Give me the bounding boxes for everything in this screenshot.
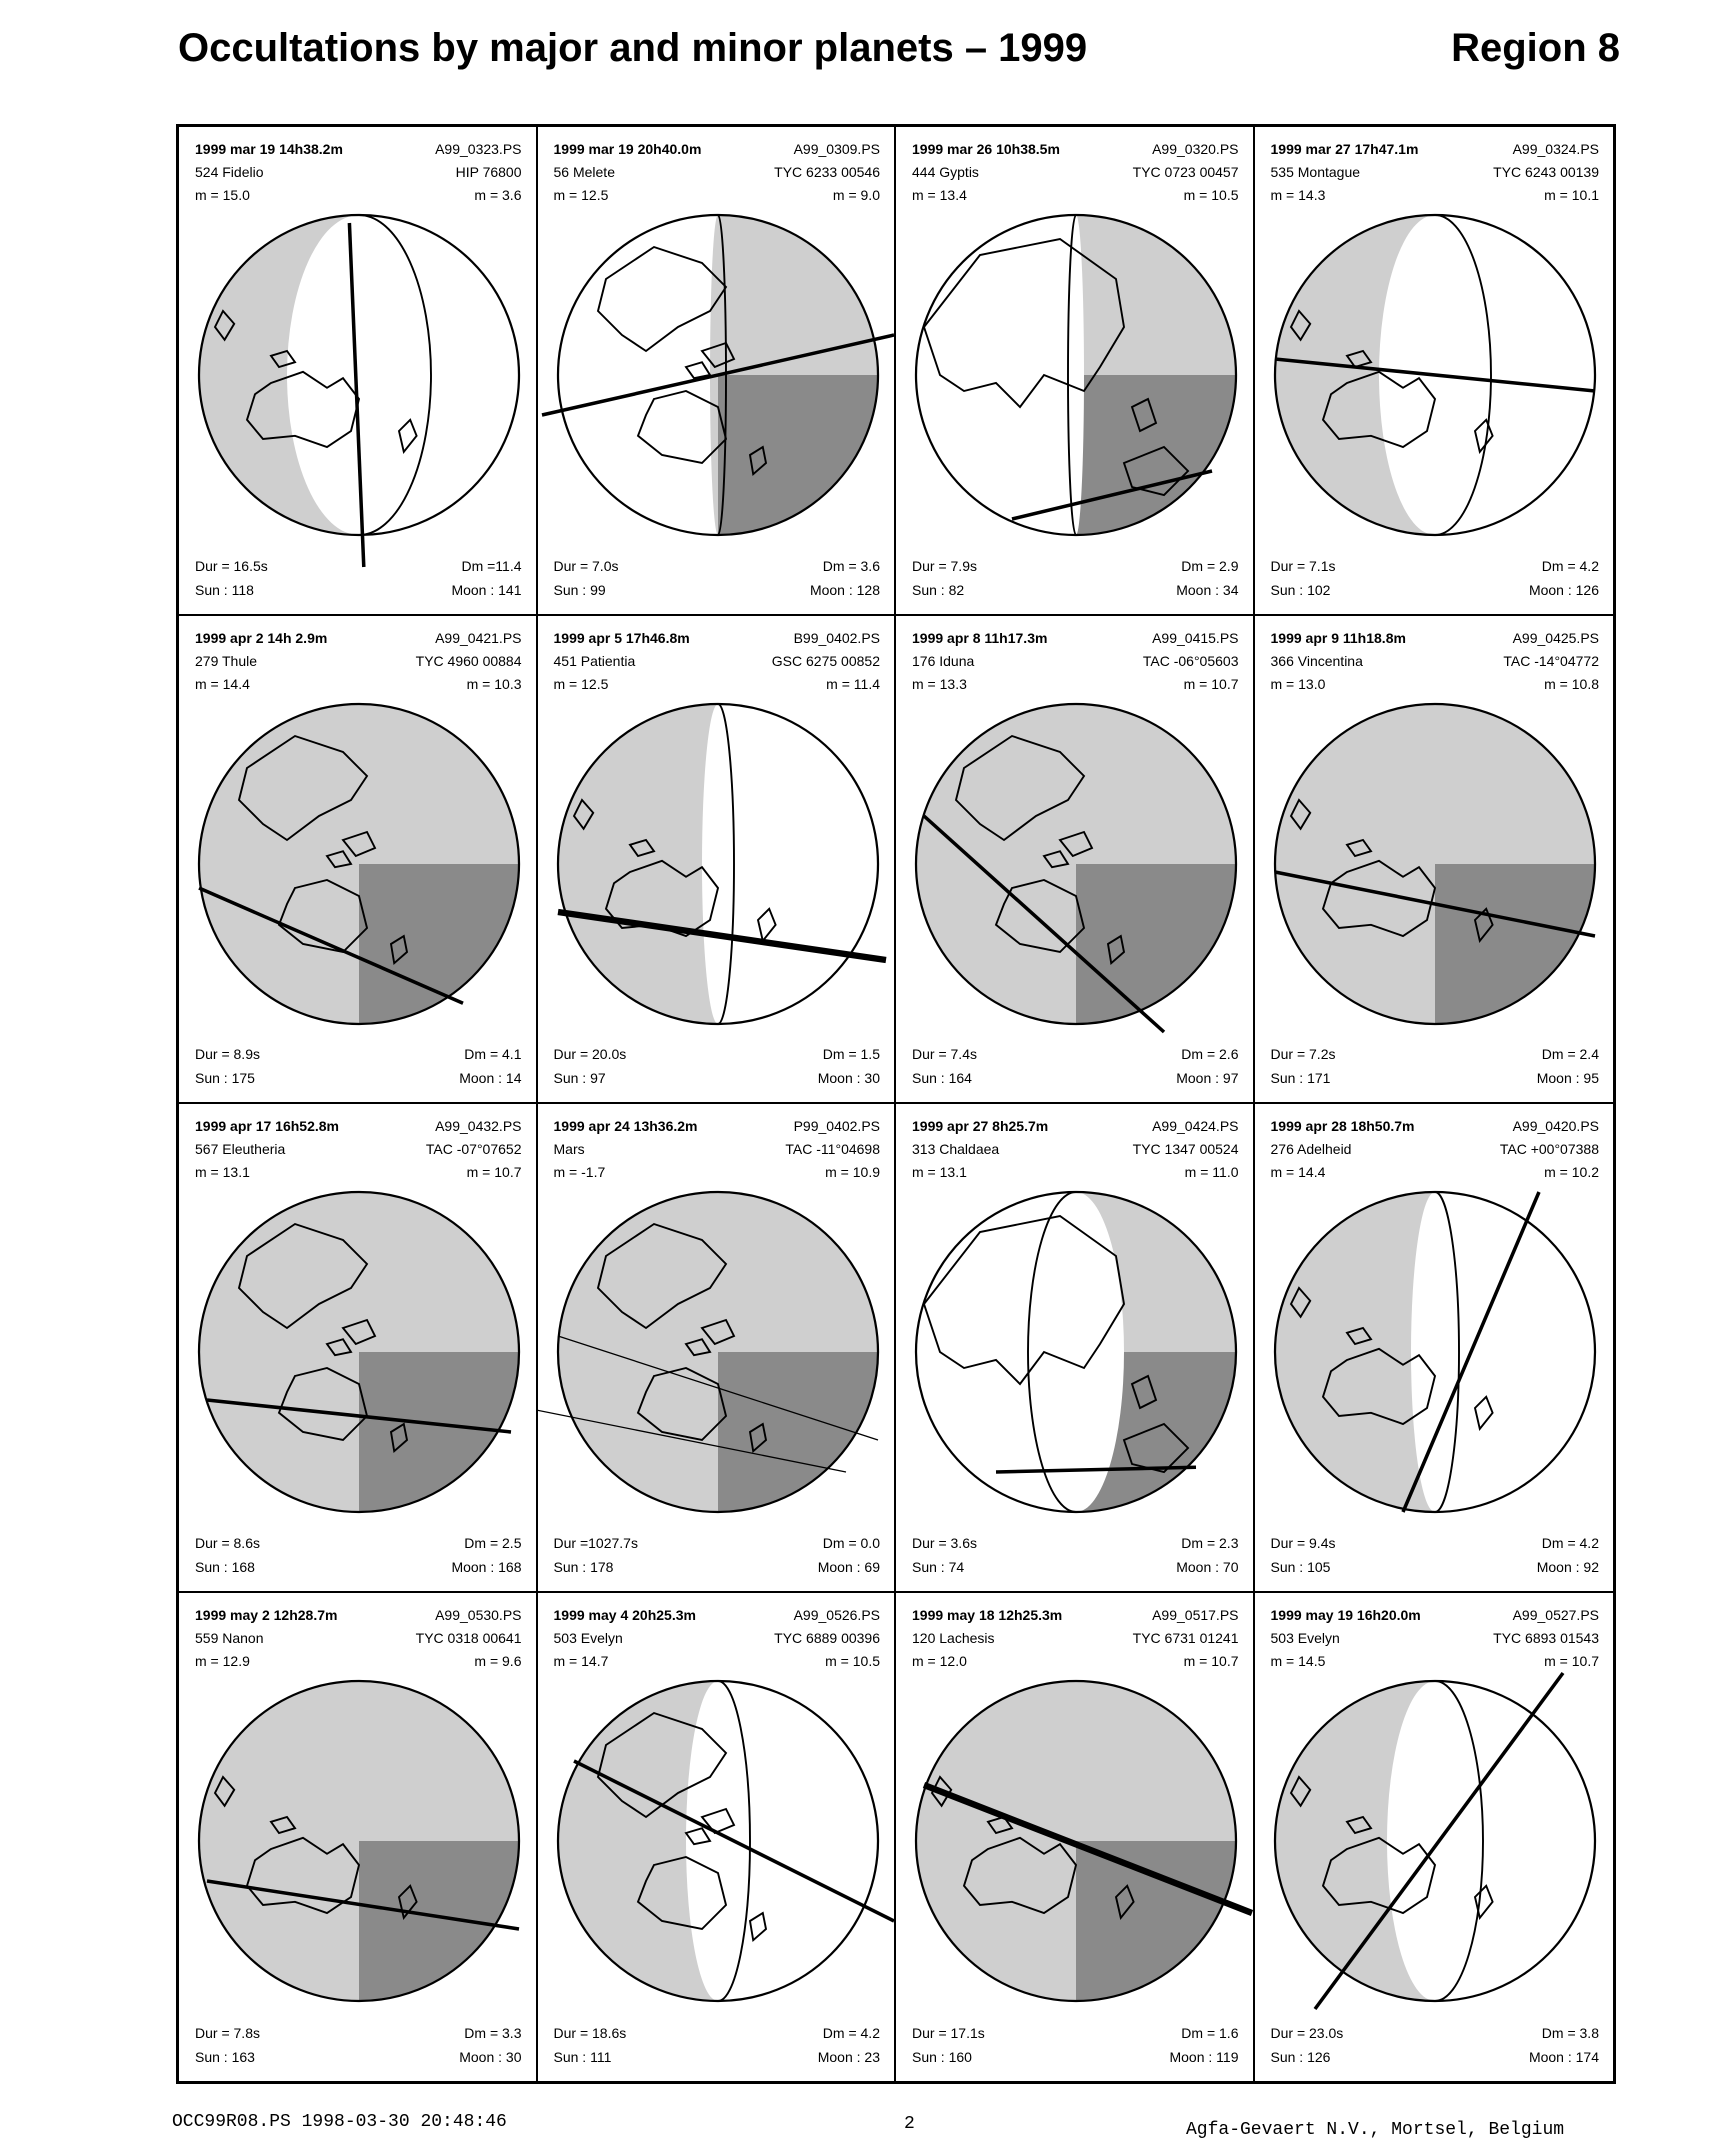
magnitude-drop: Dm = 2.5: [464, 1534, 522, 1551]
moon-elongation: Moon : 141: [451, 581, 522, 598]
globe-map: [1263, 692, 1607, 1036]
event-date-time: 1999 apr 2 14h 2.9m: [195, 629, 328, 646]
globe-map: [904, 1669, 1248, 2013]
duration: Dur = 8.9s: [195, 1046, 260, 1062]
occultation-panel: [1255, 1593, 1614, 2082]
star-id: TYC 0318 00641: [415, 1629, 522, 1646]
footer-company: Agfa-Gevaert N.V., Mortsel, Belgium: [1186, 2120, 1565, 2140]
file-name: A99_0424.PS: [1152, 1118, 1239, 1134]
sun-elongation: Sun : 160: [912, 2049, 972, 2065]
duration: Dur =1027.7s: [553, 1534, 638, 1551]
file-name: B99_0402.PS: [793, 629, 880, 646]
object-magnitude: m = 12.0: [912, 1652, 967, 1669]
duration: Dur = 20.0s: [553, 1046, 627, 1062]
occultation-panel: [538, 1104, 897, 1593]
file-name: A99_0527.PS: [1512, 1606, 1599, 1623]
asteroid-name: 313 Chaldaea: [912, 1141, 1000, 1157]
occultation-panel: [538, 127, 897, 616]
star-id: TYC 6243 00139: [1493, 164, 1599, 180]
object-magnitude: m = 12.9: [195, 1652, 250, 1669]
duration: Dur = 3.6s: [912, 1534, 977, 1551]
asteroid-name: 120 Lachesis: [912, 1629, 995, 1646]
star-magnitude: m = 10.9: [825, 1164, 880, 1180]
duration: Dur = 7.1s: [1270, 557, 1336, 574]
globe-map: [187, 1180, 531, 1524]
duration: Dur = 17.1s: [912, 2025, 985, 2041]
sun-elongation: Sun : 168: [195, 1558, 255, 1575]
file-name: P99_0402.PS: [793, 1118, 880, 1134]
star-magnitude: m = 10.1: [1544, 187, 1599, 203]
sun-elongation: Sun : 178: [553, 1558, 614, 1575]
moon-elongation: Moon : 30: [459, 2049, 522, 2065]
magnitude-drop: Dm = 2.6: [1181, 1046, 1239, 1062]
occultation-panel: [1255, 1104, 1614, 1593]
star-magnitude: m = 10.8: [1544, 675, 1599, 692]
duration: Dur = 9.4s: [1270, 1534, 1336, 1551]
asteroid-name: 503 Evelyn: [553, 1629, 623, 1646]
moon-elongation: Moon : 70: [1176, 1558, 1239, 1575]
star-id: TAC -07°07652: [425, 1141, 522, 1157]
event-date-time: 1999 apr 17 16h52.8m: [195, 1118, 339, 1134]
star-magnitude: m = 10.7: [1544, 1652, 1599, 1669]
asteroid-name: 176 Iduna: [912, 652, 975, 669]
moon-elongation: Moon : 174: [1528, 2049, 1599, 2065]
globe-map: [904, 692, 1248, 1036]
moon-elongation: Moon : 95: [1536, 1070, 1599, 1086]
event-date-time: 1999 apr 27 8h25.7m: [912, 1118, 1049, 1134]
file-name: A99_0323.PS: [435, 141, 522, 157]
object-magnitude: m = 13.1: [195, 1164, 250, 1180]
moon-elongation: Moon : 97: [1176, 1070, 1239, 1086]
star-id: TYC 6893 01543: [1493, 1629, 1599, 1646]
file-name: A99_0320.PS: [1152, 141, 1239, 157]
sun-elongation: Sun : 82: [912, 581, 965, 598]
moon-elongation: Moon : 119: [1169, 2049, 1239, 2065]
object-magnitude: m = 13.3: [912, 675, 967, 692]
magnitude-drop: Dm =11.4: [461, 557, 522, 574]
star-id: TAC -14°04772: [1503, 652, 1599, 669]
event-date-time: 1999 apr 28 18h50.7m: [1270, 1118, 1415, 1134]
file-name: A99_0526.PS: [793, 1606, 880, 1623]
asteroid-name: 451 Patientia: [553, 652, 636, 669]
globe-map: [1263, 1180, 1607, 1524]
object-magnitude: m = 14.5: [1270, 1652, 1326, 1669]
sun-elongation: Sun : 171: [1270, 1070, 1331, 1086]
occultation-panel: [896, 127, 1255, 616]
star-id: TAC +00°07388: [1499, 1141, 1599, 1157]
occultation-panel: [538, 616, 897, 1105]
moon-elongation: Moon : 14: [459, 1070, 522, 1086]
object-magnitude: m = 12.5: [553, 675, 609, 692]
globe-map: [1263, 203, 1607, 547]
magnitude-drop: Dm = 0.0: [822, 1534, 880, 1551]
magnitude-drop: Dm = 2.4: [1541, 1046, 1599, 1062]
star-id: TYC 6731 01241: [1132, 1629, 1239, 1646]
star-id: GSC 6275 00852: [771, 652, 880, 669]
event-date-time: 1999 mar 27 17h47.1m: [1270, 141, 1419, 157]
event-date-time: 1999 mar 19 20h40.0m: [553, 141, 702, 157]
sun-elongation: Sun : 175: [195, 1070, 255, 1086]
sun-elongation: Sun : 99: [553, 581, 606, 598]
file-name: A99_0324.PS: [1512, 141, 1599, 157]
star-magnitude: m = 10.2: [1544, 1164, 1599, 1180]
star-magnitude: m = 10.5: [1183, 187, 1239, 203]
footer-file-info: OCC99R08.PS 1998-03-30 20:48:46: [172, 2112, 507, 2132]
sun-elongation: Sun : 126: [1270, 2049, 1331, 2065]
sun-elongation: Sun : 163: [195, 2049, 255, 2065]
star-magnitude: m = 11.4: [826, 675, 880, 692]
magnitude-drop: Dm = 1.6: [1181, 2025, 1239, 2041]
magnitude-drop: Dm = 3.8: [1541, 2025, 1599, 2041]
object-magnitude: m = -1.7: [553, 1164, 606, 1180]
event-date-time: 1999 mar 19 14h38.2m: [195, 141, 343, 157]
magnitude-drop: Dm = 4.1: [464, 1046, 522, 1062]
page-title: Occultations by major and minor planets – 1999: [178, 26, 1088, 70]
asteroid-name: 366 Vincentina: [1270, 652, 1363, 669]
asteroid-name: 444 Gyptis: [912, 164, 979, 180]
event-date-time: 1999 apr 5 17h46.8m: [553, 629, 690, 646]
sun-elongation: Sun : 105: [1270, 1558, 1331, 1575]
file-name: A99_0309.PS: [793, 141, 880, 157]
duration: Dur = 7.0s: [553, 557, 619, 574]
asteroid-name: 559 Nanon: [195, 1629, 264, 1646]
asteroid-name: 524 Fidelio: [195, 164, 264, 180]
star-magnitude: m = 11.0: [1184, 1164, 1239, 1180]
star-magnitude: m = 10.7: [1183, 1652, 1239, 1669]
star-magnitude: m = 10.7: [466, 1164, 522, 1180]
object-magnitude: m = 14.4: [1270, 1164, 1326, 1180]
asteroid-name: 567 Eleutheria: [195, 1141, 286, 1157]
duration: Dur = 8.6s: [195, 1534, 260, 1551]
duration: Dur = 7.4s: [912, 1046, 977, 1062]
file-name: A99_0530.PS: [435, 1606, 522, 1623]
region-label: Region 8: [1451, 26, 1620, 70]
occultation-panel: [179, 616, 538, 1105]
star-id: TYC 4960 00884: [415, 652, 522, 669]
star-magnitude: m = 3.6: [474, 187, 522, 203]
occultation-panel: [1255, 616, 1614, 1105]
file-name: A99_0425.PS: [1512, 629, 1599, 646]
sun-elongation: Sun : 74: [912, 1558, 965, 1575]
moon-elongation: Moon : 168: [451, 1558, 522, 1575]
object-magnitude: m = 13.0: [1270, 675, 1326, 692]
object-magnitude: m = 13.1: [912, 1164, 967, 1180]
page-number: 2: [904, 2114, 915, 2134]
duration: Dur = 7.2s: [1270, 1046, 1336, 1062]
duration: Dur = 18.6s: [553, 2025, 627, 2041]
moon-elongation: Moon : 23: [817, 2049, 880, 2065]
globe-map: [546, 1669, 890, 2013]
globe-map: [546, 1180, 890, 1524]
file-name: A99_0420.PS: [1512, 1118, 1599, 1134]
moon-elongation: Moon : 30: [817, 1070, 880, 1086]
moon-elongation: Moon : 126: [1528, 581, 1599, 598]
magnitude-drop: Dm = 4.2: [1541, 557, 1599, 574]
moon-elongation: Moon : 34: [1176, 581, 1239, 598]
sun-elongation: Sun : 97: [553, 1070, 606, 1086]
object-magnitude: m = 14.7: [553, 1652, 609, 1669]
globe-map: [187, 1669, 531, 2013]
object-magnitude: m = 12.5: [553, 187, 609, 203]
moon-elongation: Moon : 92: [1536, 1558, 1599, 1575]
object-magnitude: m = 13.4: [912, 187, 967, 203]
moon-elongation: Moon : 69: [817, 1558, 880, 1575]
asteroid-name: 276 Adelheid: [1270, 1141, 1352, 1157]
asteroid-name: 56 Melete: [553, 164, 615, 180]
file-name: A99_0432.PS: [435, 1118, 522, 1134]
event-date-time: 1999 may 4 20h25.3m: [553, 1606, 696, 1623]
magnitude-drop: Dm = 3.3: [464, 2025, 522, 2041]
occultation-panel: [179, 127, 538, 616]
event-date-time: 1999 mar 26 10h38.5m: [912, 141, 1060, 157]
file-name: A99_0421.PS: [435, 629, 522, 646]
sun-elongation: Sun : 118: [195, 581, 254, 598]
sun-elongation: Sun : 164: [912, 1070, 972, 1086]
event-date-time: 1999 may 19 16h20.0m: [1270, 1606, 1421, 1623]
occultation-panel: [1255, 127, 1614, 616]
event-date-time: 1999 may 2 12h28.7m: [195, 1606, 338, 1623]
object-magnitude: m = 14.4: [195, 675, 250, 692]
star-id: TYC 0723 00457: [1132, 164, 1239, 180]
magnitude-drop: Dm = 4.2: [822, 2025, 880, 2041]
sun-elongation: Sun : 111: [553, 2049, 612, 2065]
duration: Dur = 23.0s: [1270, 2025, 1344, 2041]
occultation-grid: [176, 124, 1616, 2084]
magnitude-drop: Dm = 2.3: [1181, 1534, 1239, 1551]
asteroid-name: 535 Montague: [1270, 164, 1361, 180]
magnitude-drop: Dm = 3.6: [822, 557, 880, 574]
globe-map: [546, 203, 890, 547]
duration: Dur = 7.9s: [912, 557, 977, 574]
object-magnitude: m = 14.3: [1270, 187, 1326, 203]
star-magnitude: m = 10.7: [1183, 675, 1239, 692]
event-date-time: 1999 may 18 12h25.3m: [912, 1606, 1063, 1623]
globe-map: [187, 203, 531, 547]
duration: Dur = 7.8s: [195, 2025, 260, 2041]
asteroid-name: 279 Thule: [195, 652, 258, 669]
file-name: A99_0517.PS: [1152, 1606, 1239, 1623]
occultation-panel: [896, 616, 1255, 1105]
star-magnitude: m = 9.0: [832, 187, 880, 203]
occultation-panel: [896, 1104, 1255, 1593]
globe-map: [546, 692, 890, 1036]
occultation-panel: [179, 1104, 538, 1593]
star-id: HIP 76800: [455, 164, 522, 180]
star-id: TAC -11°04698: [785, 1141, 880, 1157]
occultation-panel: [179, 1593, 538, 2082]
star-id: TYC 1347 00524: [1132, 1141, 1239, 1157]
sun-elongation: Sun : 102: [1270, 581, 1331, 598]
duration: Dur = 16.5s: [195, 557, 268, 574]
magnitude-drop: Dm = 2.9: [1181, 557, 1239, 574]
event-date-time: 1999 apr 9 11h18.8m: [1270, 629, 1406, 646]
asteroid-name: 503 Evelyn: [1270, 1629, 1340, 1646]
globe-map: [904, 203, 1248, 547]
occultation-panel: [896, 1593, 1255, 2082]
star-magnitude: m = 9.6: [474, 1652, 522, 1669]
globe-map: [1263, 1669, 1607, 2013]
star-id: TYC 6889 00396: [774, 1629, 880, 1646]
star-magnitude: m = 10.3: [466, 675, 522, 692]
occultation-panel: [538, 1593, 897, 2082]
magnitude-drop: Dm = 4.2: [1541, 1534, 1599, 1551]
event-date-time: 1999 apr 24 13h36.2m: [553, 1118, 698, 1134]
moon-elongation: Moon : 128: [809, 581, 880, 598]
file-name: A99_0415.PS: [1152, 629, 1239, 646]
object-magnitude: m = 15.0: [195, 187, 250, 203]
magnitude-drop: Dm = 1.5: [822, 1046, 880, 1062]
star-id: TAC -06°05603: [1142, 652, 1239, 669]
star-magnitude: m = 10.5: [825, 1652, 880, 1669]
event-date-time: 1999 apr 8 11h17.3m: [912, 629, 1048, 646]
globe-map: [904, 1180, 1248, 1524]
asteroid-name: Mars: [553, 1141, 585, 1157]
star-id: TYC 6233 00546: [774, 164, 880, 180]
globe-map: [187, 692, 531, 1036]
